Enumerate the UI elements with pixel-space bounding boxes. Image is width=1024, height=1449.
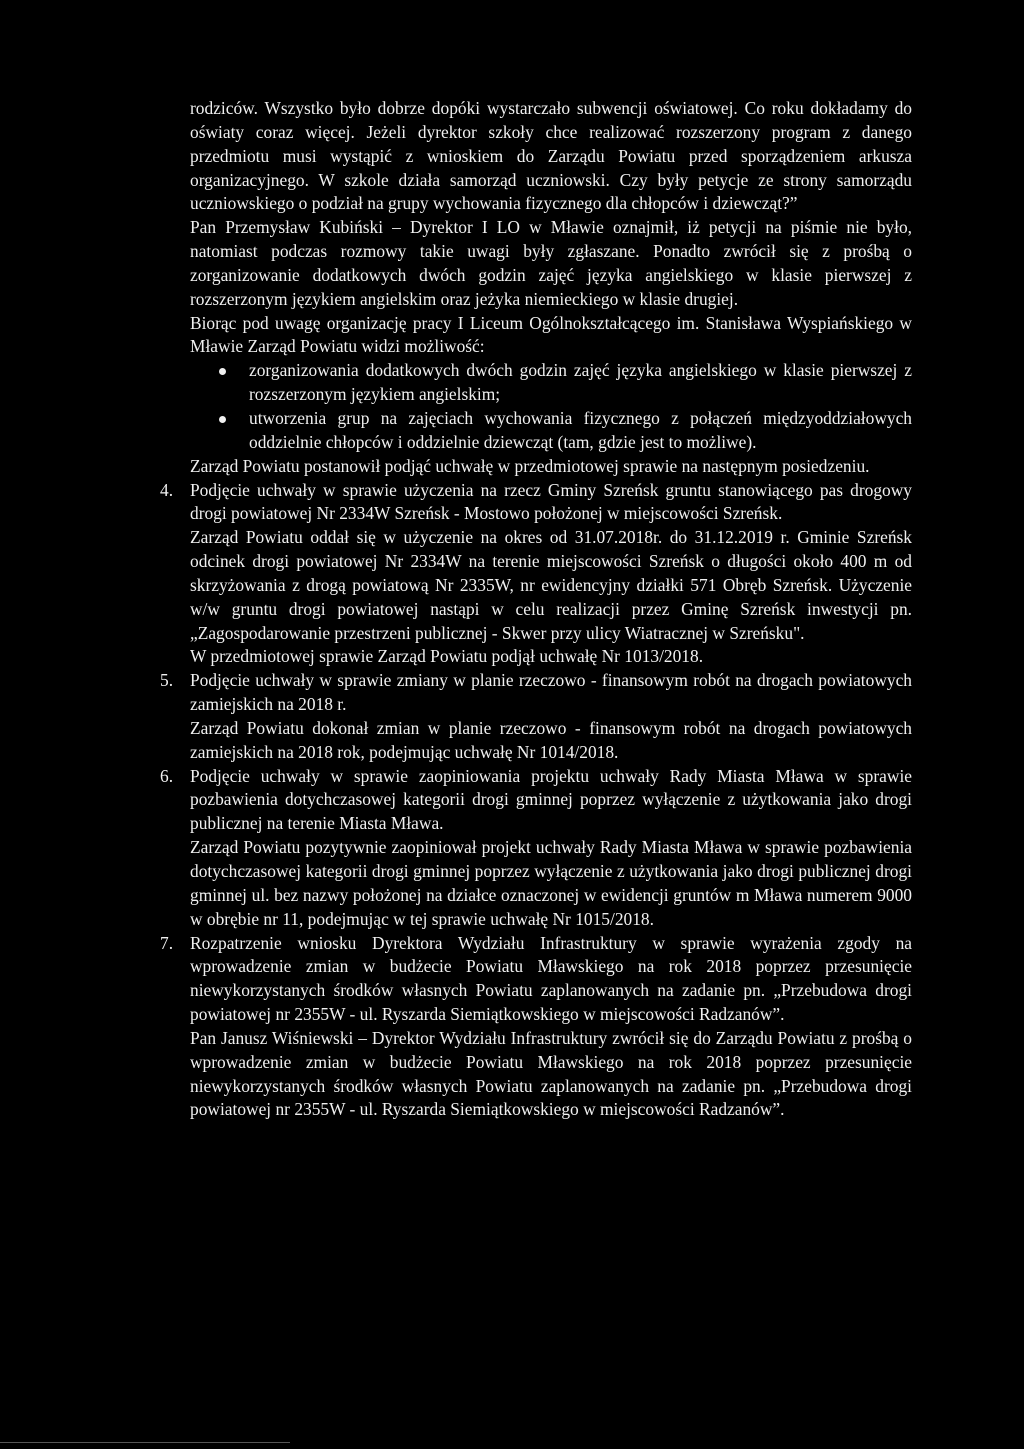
paragraph-resolution-note: Zarząd Powiatu postanowił podjąć uchwałę w przedmiotowej sprawie na następnym posiedzeniu.	[190, 455, 870, 476]
agenda-item-paragraph: Zarząd Powiatu pozytywnie zaopiniował projekt uchwały Rady Miasta Mława w sprawie pozbawienia dotychczasowej kategorii drogi gminnej poprzez wyłączenie z użytkowania jako drogi publicznej drogi gminnej ul. bez nazwy położonej na działce oznaczonej w ewidencji gruntów m Mława numerem 9000 w obrębie nr 11, podejmując w tej sprawie uchwałę Nr 1015/2018.	[190, 837, 912, 929]
paragraph-intro: rodziców. Wszystko było dobrze dopóki wystarczało subwencji oświatowej. Co roku dokładamy do oświaty coraz więcej. Jeżeli dyrektor szkoły chce realizować rozszerzony program z danego przedmiotu musi wystąpić z wnioskiem do Zarządu Powiatu przed sporządzeniem arkusza organizacyjnego. W szkole działa samorząd uczniowski. Czy były petycje ze strony samorządu uczniowskiego o podział na grupy wychowania fizycznego dla chłopców i dziewcząt?”	[190, 98, 912, 214]
paragraph-director-response: Pan Przemysław Kubiński – Dyrektor I LO w Mławie oznajmił, iż petycji na piśmie nie było, natomiast podczas rozmowy takie uwagi były zgłaszane. Ponadto zwrócił się z prośbą o zorganizowanie dodatkowych dwóch godzin zajęć języka angielskiego w klasie pierwszej z rozszerzonym językiem angielskim oraz jeżyka niemieckiego w klasie drugiej.	[190, 217, 912, 309]
bullet-item	[190, 407, 912, 455]
bullet-list	[190, 359, 912, 454]
agenda-item-paragraph: Pan Janusz Wiśniewski – Dyrektor Wydziału Infrastruktury zwrócił się do Zarządu Powiatu z prośbą o wprowadzenie zmian w budżecie Powiatu Mławskiego na rok 2018 poprzez przesunięcie niewykorzystanych środków własnych Powiatu zaplanowanych na zadanie pn. „Przebudowa drogi powiatowej nr 2355W - ul. Ryszarda Siemiątkowskiego w miejscowości Radzanów”.	[190, 1027, 912, 1120]
agenda-item-4	[160, 479, 912, 670]
agenda-item-6	[160, 765, 912, 932]
agenda-item-title: Podjęcie uchwały w sprawie użyczenia na rzecz Gminy Szreńsk gruntu stanowiącego pas drogowy drogi powiatowej Nr 2334W Szreńsk - Mostowo położonej w miejscowości Szreńsk.	[190, 479, 912, 524]
agenda-item-title: Podjęcie uchwały w sprawie zmiany w planie rzeczowo - finansowym robót na drogach powiatowych zamiejskich na 2018 r.	[190, 670, 912, 715]
agenda-item-number: 5.	[160, 670, 174, 691]
bullet-item	[190, 359, 912, 407]
agenda-item-paragraph: Zarząd Powiatu oddał się w użyczenie na okres od 31.07.2018r. do 31.12.2019 r. Gminie Szreńsk odcinek drogi powiatowej Nr 2334W na terenie miejscowości Szreńsk o długości około 400 m od skrzyżowania z drogą powiatową Nr 2335W, nr ewidencyjny działki 571 Obręb Szreńsk. Użyczenie w/w gruntu drogi powiatowej nastąpi w celu realizacji przez Gminę Szreńsk inwestycji pn. „Zagospodarowanie przestrzeni publicznej - Skwer przy ulicy Wiatracznej w Szreńsku".	[190, 527, 912, 643]
agenda-item-title: Rozpatrzenie wniosku Dyrektora Wydziału Infrastruktury w sprawie wyrażenia zgody na wprowadzenie zmian w budżecie Powiatu Mławskiego na rok 2018 poprzez przesunięcie niewykorzystanych środków własnych Powiatu zaplanowanych na zadanie pn. „Przebudowa drogi powiatowej nr 2355W - ul. Ryszarda Siemiątkowskiego w miejscowości Radzanów”.	[190, 932, 912, 1025]
document-body	[160, 97, 912, 1122]
agenda-item-number: 6.	[160, 765, 174, 786]
agenda-item-number: 7.	[160, 932, 174, 953]
bullet-item-text: utworzenia grup na zajęciach wychowania fizycznego z połączeń międzyoddziałowych oddzielnie chłopców i oddzielnie dziewcząt (tam, gdzie jest to możliwe).	[249, 407, 912, 452]
agenda-item-number: 4.	[160, 479, 174, 500]
agenda-item-5	[160, 669, 912, 764]
paragraph-board-decision: Biorąc pod uwagę organizację pracy I Liceum Ogólnokształcącego im. Stanisława Wyspiańskiego w Mławie Zarząd Powiatu widzi możliwość:	[190, 312, 912, 357]
agenda-item-paragraph: W przedmiotowej sprawie Zarząd Powiatu podjął uchwałę Nr 1013/2018.	[190, 646, 704, 667]
agenda-item-paragraph: Zarząd Powiatu dokonał zmian w planie rzeczowo - finansowym robót na drogach powiatowych zamiejskich na 2018 rok, podejmując uchwałę Nr 1014/2018.	[190, 717, 912, 762]
bullet-item-text: zorganizowania dodatkowych dwóch godzin zajęć języka angielskiego w klasie pierwszej z rozszerzonym językiem angielskim;	[249, 360, 912, 405]
agenda-item-title: Podjęcie uchwały w sprawie zaopiniowania projektu uchwały Rady Miasta Mława w sprawie pozbawienia dotychczasowej kategorii drogi gminnej poprzez wyłączenie z użytkowania jako drogi publicznej na terenie Miasta Mława.	[190, 765, 912, 834]
footer-divider	[0, 1442, 290, 1443]
agenda-item-7	[160, 932, 912, 1123]
